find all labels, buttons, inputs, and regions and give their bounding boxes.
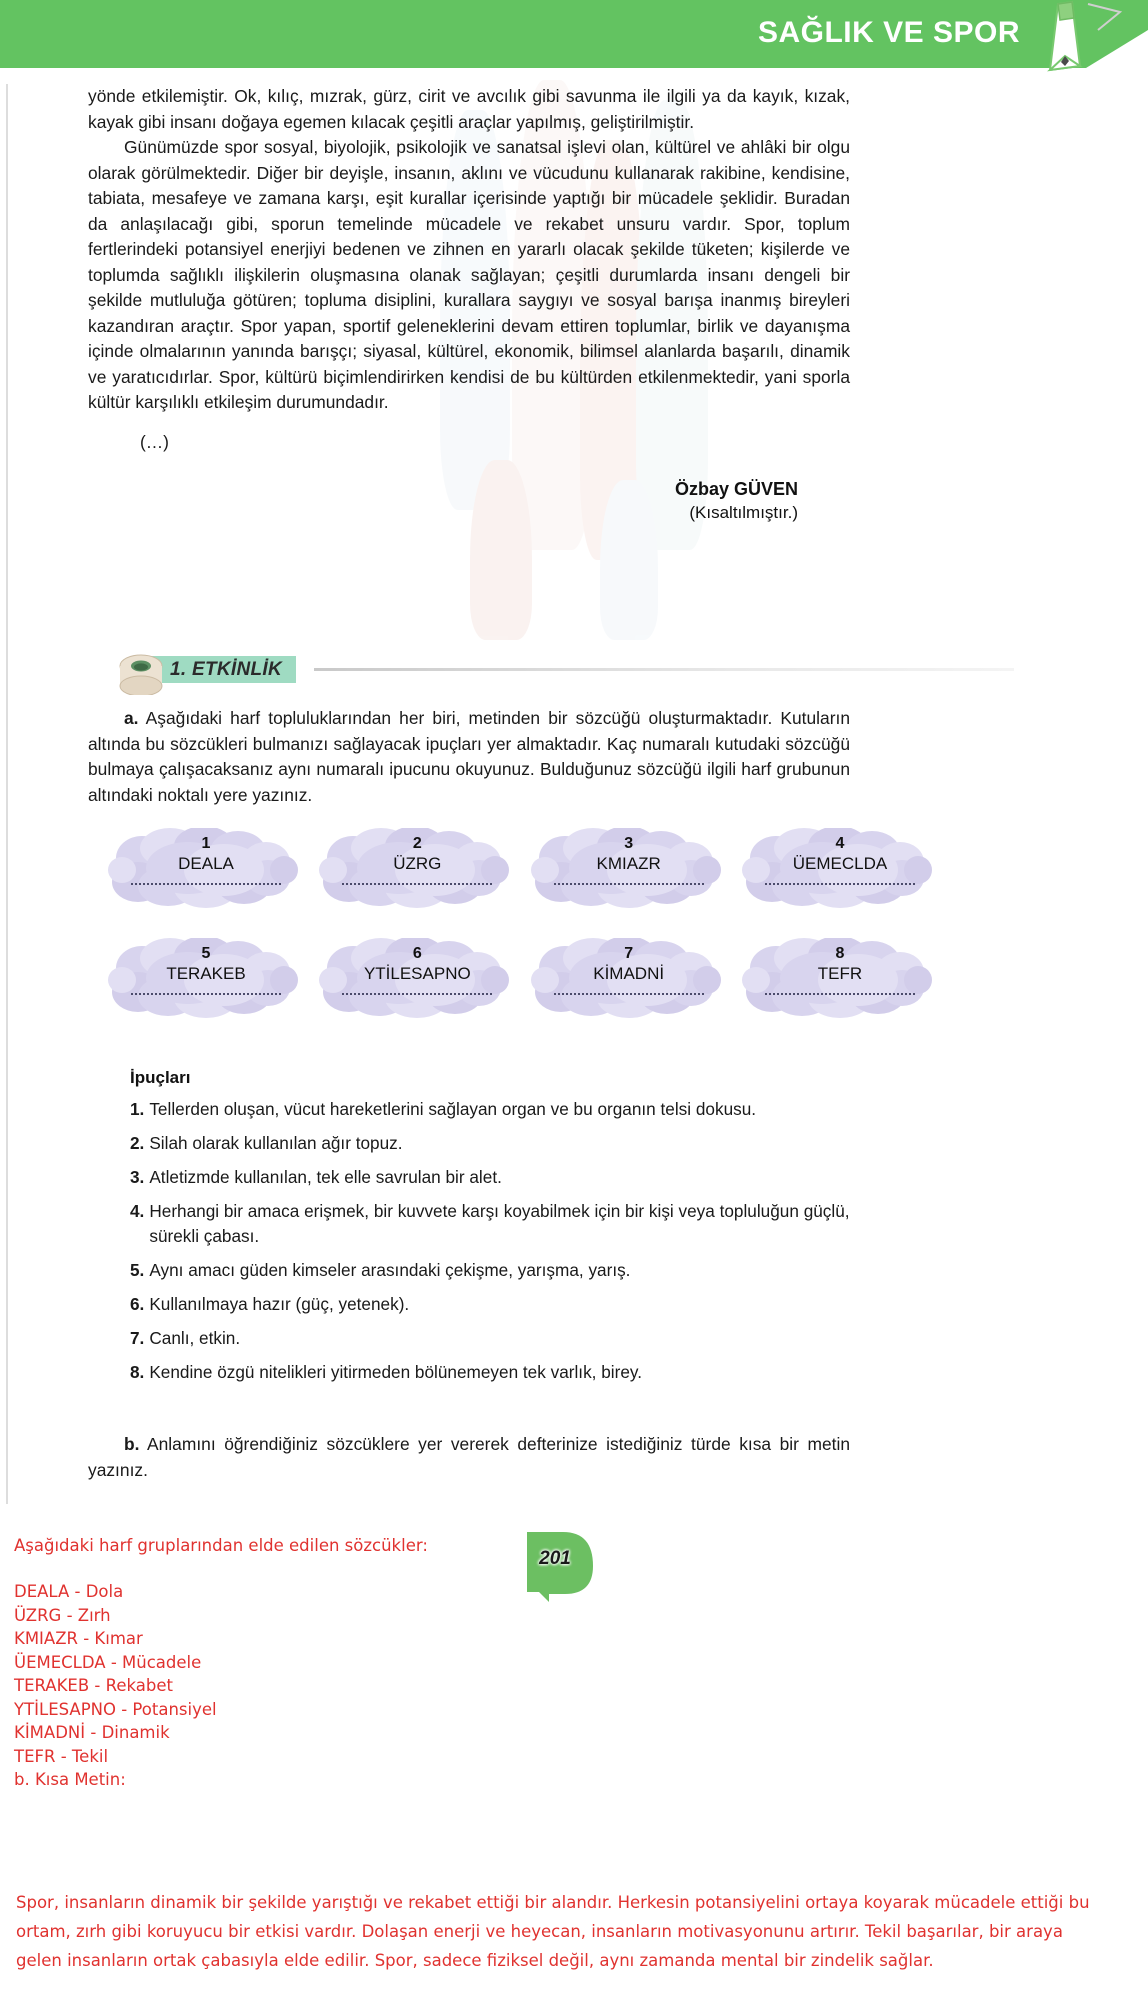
activity-part-a-marker: a.: [124, 708, 139, 728]
cloud-answer-line[interactable]: [554, 991, 704, 995]
hint-text: Atletizmde kullanılan, tek elle savrulan bir alet.: [149, 1167, 502, 1187]
cloud-letter-group: KİMADNİ: [593, 964, 665, 983]
cloud-number: 4: [835, 835, 845, 852]
hint-text: Canlı, etkin.: [149, 1328, 241, 1348]
cloud-box: [742, 828, 938, 910]
cloud-number: 8: [835, 945, 845, 962]
reading-text-block: [88, 84, 850, 525]
activity-part-b-text: Anlamını öğrendiğiniz sözcüklere yer vererek defterinize istediğiniz türde kısa bir metin yazınız.: [88, 1434, 850, 1480]
cloud-letter-group: ÜEMECLDA: [792, 854, 888, 873]
cloud-box: [531, 938, 727, 1020]
hint-number: 5.: [130, 1260, 145, 1280]
cloud-box: [108, 828, 304, 910]
answer-key-line: b. Kısa Metin:: [14, 1770, 126, 1789]
page-title: SAĞLIK VE SPOR: [757, 16, 1020, 49]
cloud-letter-group: DEALA: [178, 854, 234, 873]
hint-text: Aynı amacı güden kimseler arasındaki çekişme, yarışma, yarış.: [149, 1260, 631, 1280]
answer-key-heading: Aşağıdaki harf gruplarından elde edilen sözcükler:: [14, 1536, 428, 1555]
author-name: Özbay GÜVEN: [674, 479, 798, 499]
cloud-number: 6: [412, 945, 422, 962]
hint-item: [130, 1326, 860, 1351]
cloud-row-top: [108, 828, 938, 910]
pencil-icon: [1028, 0, 1138, 76]
cloud-answer-line[interactable]: [765, 881, 915, 885]
tape-roll-icon: [118, 653, 164, 695]
cloud-answer-line[interactable]: [765, 991, 915, 995]
answer-key-line: ÜZRG - Zırh: [14, 1605, 111, 1625]
hint-text: Silah olarak kullanılan ağır topuz.: [149, 1133, 403, 1153]
activity-part-a-paragraph: [88, 706, 850, 808]
cloud-box: [742, 938, 938, 1020]
activity-part-a: [88, 706, 850, 808]
page-number-value: 201: [539, 1548, 571, 1569]
hint-number: 6.: [130, 1294, 145, 1314]
activity-part-b: [88, 1432, 850, 1483]
cloud-answer-line[interactable]: [131, 881, 281, 885]
hint-text: Kendine özgü nitelikleri yitirmeden bölünemeyen tek varlık, birey.: [149, 1362, 642, 1382]
cloud-answer-line[interactable]: [342, 881, 492, 885]
left-margin-rule: [6, 84, 8, 1504]
hint-item: [130, 1258, 860, 1283]
cloud-row-1: [108, 828, 938, 910]
reading-paragraph-2: Günümüzde spor sosyal, biyolojik, psikolojik ve sanatsal işlevi olan, kültürel ve ahlâki bir olgu olarak görülmektedir. Diğer bir deyişle, insanın, aklını ve vücudunu kullanarak rakibine, kendisine, tabiata, mesafeye ve zamana karşı, eşit kurallar içerisinde yaptığı bir mücadele şeklidir. Buradan da anlaşılacağı gibi, sporun temelinde mücadele ve rekabet unsuru vardır. Spor, toplum fertlerindeki potansiyel enerjiyi bedenen ve zihnen en yararlı olacak şekilde tüketen; kişilerde ve toplumda sağlıklı ilişkilerin oluşmasına olanak sağlayan; çeşitli durumlarda insanı dengeli bir şekilde mutluluğa götüren; topluma disiplini, kurallara saygıyı ve sosyal barışa inanmış bireyleri kazandıran araçtır. Spor yapan, sportif geleneklerini devam ettiren toplumlar, birlik ve dayanışma içinde olmalarının yanında barışçı; siyasal, kültürel, ekonomik, bilimsel alanlarda başarılı, dinamik ve yaratıcıdırlar. Spor, kültürü biçimlendirirken kendisi de bu kültürden etkilenmektedir, yani sporla kültür karşılıklı etkileşim durumundadır.: [88, 137, 850, 412]
cloud-letter-group: ÜZRG: [393, 854, 442, 873]
answer-key-lines: [14, 1580, 534, 1792]
cloud-row-2: [108, 938, 938, 1020]
answer-key-line: ÜEMECLDA - Mücadele: [14, 1652, 202, 1672]
cloud-answer-line[interactable]: [554, 881, 704, 885]
hint-number: 7.: [130, 1328, 145, 1348]
activity-part-a-text: Aşağıdaki harf topluluklarından her biri, metinden bir sözcüğü oluşturmaktadır. Kutuların altında bu sözcükleri bulmanızı sağlayacak ipuçları yer almaktadır. Kaç numaralı kutudaki sözcüğü bulmaya çalışacaksanız aynı numaralı ipucunu okuyunuz. Bulduğunuz sözcüğü ilgili harf grubunun altındaki noktalı yere yazınız.: [88, 708, 850, 805]
cloud-box: [531, 828, 727, 910]
hint-item: [130, 1097, 860, 1122]
cloud-letter-group: KMIAZR: [596, 854, 661, 873]
cloud-letter-group: TERAKEB: [166, 964, 246, 983]
ellipsis-marker: (…): [140, 431, 169, 452]
hint-item: [130, 1165, 860, 1190]
hints-title: İpuçları: [130, 1068, 191, 1087]
hint-number: 2.: [130, 1133, 145, 1153]
activity-header: [118, 650, 1018, 700]
activity-part-b-marker: b.: [124, 1434, 140, 1454]
cloud-number: 2: [412, 835, 422, 852]
hint-number: 1.: [130, 1099, 145, 1119]
answer-key-block: [14, 1534, 534, 1792]
hint-item: [130, 1131, 860, 1156]
hint-text: Kullanılmaya hazır (güç, yetenek).: [149, 1294, 410, 1314]
activity-badge-label: 1. ETKİNLİK: [170, 658, 283, 680]
hint-text: Tellerden oluşan, vücut hareketlerini sağlayan organ ve bu organın telsi dokusu.: [149, 1099, 757, 1119]
hint-item: [130, 1199, 860, 1249]
hint-number: 4.: [130, 1201, 145, 1221]
activity-ribbon: [144, 656, 296, 683]
cloud-row-bottom: [108, 938, 938, 1020]
cloud-number: 7: [624, 945, 634, 962]
hints-section: [130, 1068, 860, 1394]
answer-key-line: KMIAZR - Kımar: [14, 1629, 143, 1648]
answer-key-line: TEFR - Tekil: [14, 1746, 109, 1766]
author-note: (Kısaltılmıştır.): [689, 503, 798, 522]
hint-item: [130, 1360, 860, 1385]
answer-key-line: TERAKEB - Rekabet: [14, 1676, 173, 1695]
answer-key-line: DEALA - Dola: [14, 1582, 124, 1601]
hint-number: 8.: [130, 1362, 145, 1382]
cloud-answer-line[interactable]: [342, 991, 492, 995]
page-number-badge: [519, 1528, 603, 1606]
answer-key-line: YTİLESAPNO - Potansiyel: [14, 1699, 217, 1719]
hint-number: 3.: [130, 1167, 145, 1187]
author-attribution: [88, 477, 850, 525]
closing-response-text: Spor, insanların dinamik bir şekilde yarıştığı ve rekabet ettiği bir alandır. Herkesin potansiyelini ortaya koyarak mücadele ettiği bu ortam, zırh gibi koruyucu bir etkisi vardır. Dolaşan enerji ve heyecan, insanların motivasyonunu artırır. Tekil başarılar, bir araya gelen insanların ortak çabasıyla elde edilir. Spor, sadece fiziksel değil, aynı zamanda mental bir zindelik sağlar.: [16, 1893, 1090, 1970]
cloud-box: [319, 828, 515, 910]
page-header: [0, 0, 1148, 76]
hint-item: [130, 1292, 860, 1317]
cloud-answer-line[interactable]: [131, 991, 281, 995]
hint-text: Herhangi bir amaca erişmek, bir kuvvete karşı koyabilmek için bir kişi veya topluluğun güçlü, sürekli çabası.: [149, 1201, 850, 1246]
cloud-number: 5: [201, 945, 211, 962]
cloud-box: [108, 938, 304, 1020]
cloud-letter-group: TEFR: [817, 964, 863, 983]
cloud-box: [319, 938, 515, 1020]
activity-rule-line: [314, 668, 1014, 671]
cloud-number: 1: [201, 835, 211, 852]
cloud-letter-group: YTİLESAPNO: [363, 964, 471, 983]
reading-paragraph-1: yönde etkilemiştir. Ok, kılıç, mızrak, gürz, cirit ve avcılık gibi savunma ile ilgili ya da kayık, kızak, kayak gibi insanı doğaya egemen kılacak çeşitli araçlar yapılmış, geliştirilmiştir.: [88, 86, 850, 132]
answer-key-line: KİMADNİ - Dinamik: [14, 1723, 170, 1742]
cloud-number: 3: [624, 835, 634, 852]
hints-list: [130, 1097, 860, 1385]
